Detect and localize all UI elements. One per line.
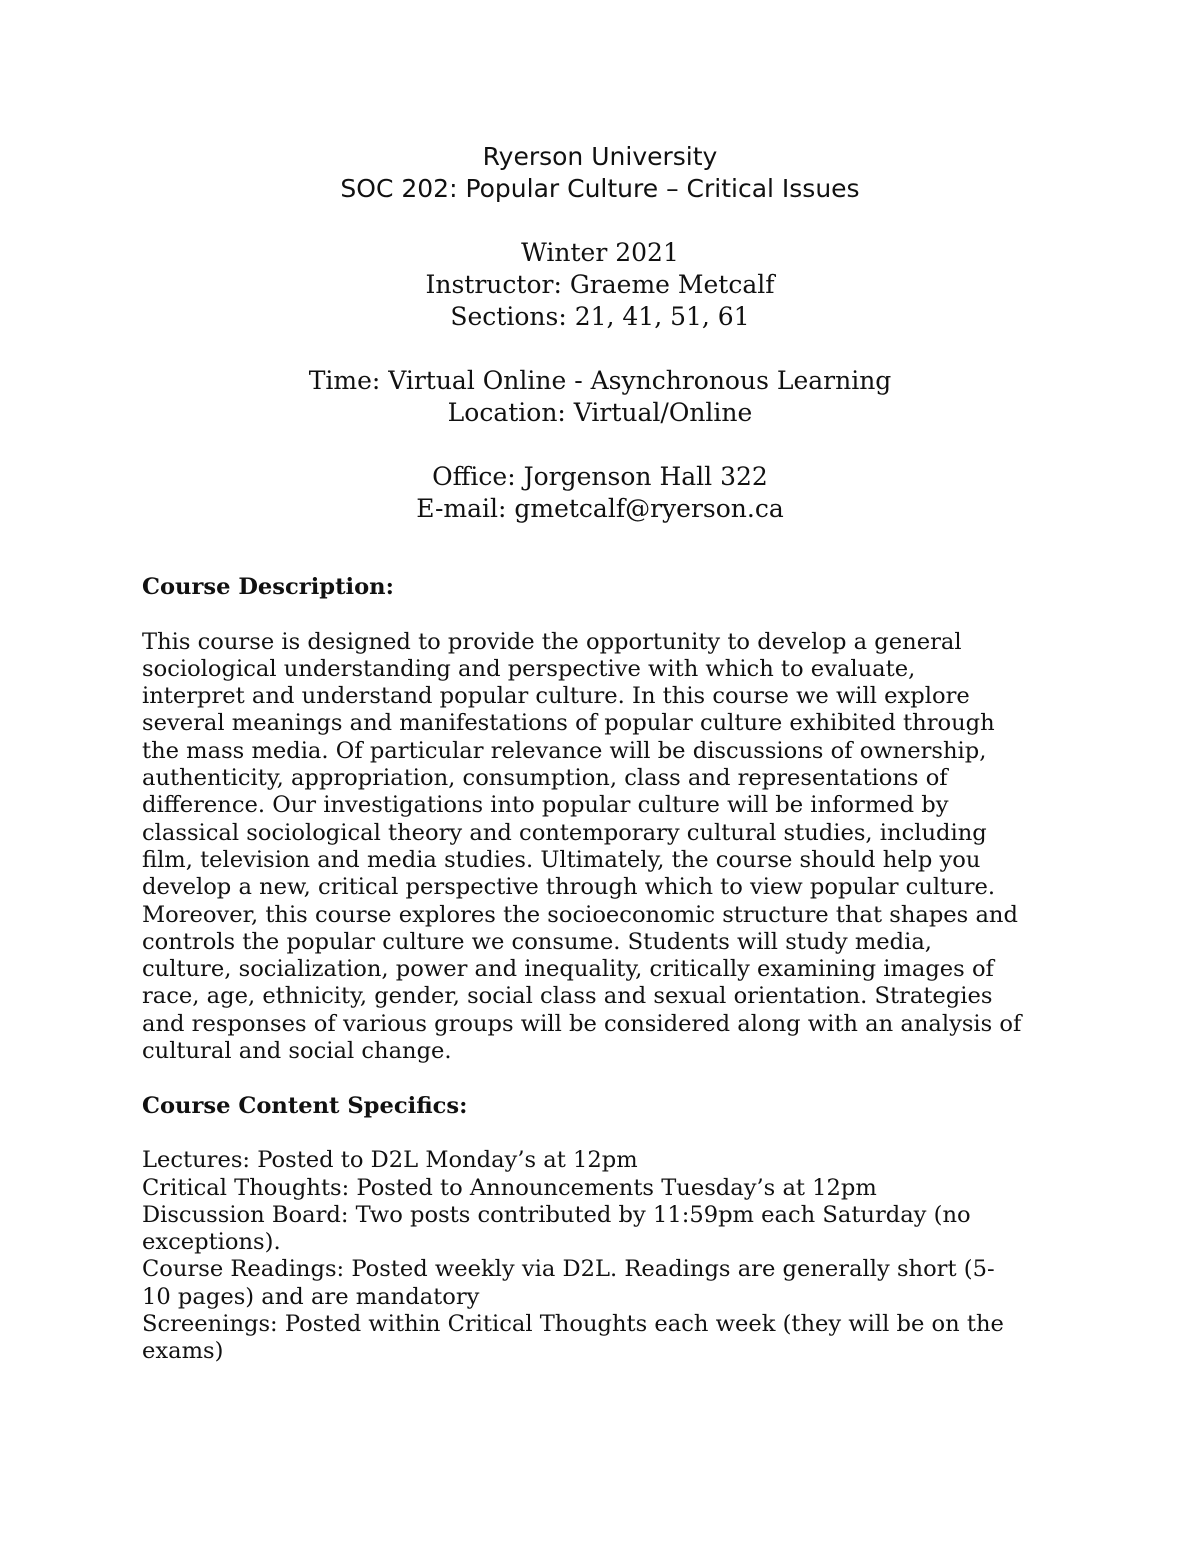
description-line: several meanings and manifestations of popular culture exhibited through [142, 710, 995, 737]
class-time: Time: Virtual Online - Asynchronous Learning [308, 366, 892, 395]
description-line: difference. Our investigations into popular culture will be informed by [142, 792, 949, 819]
description-line: controls the popular culture we consume. Students will study media, [142, 928, 932, 955]
email: E-mail: gmetcalf@ryerson.ca [416, 494, 784, 523]
description-line: the mass media. Of particular relevance will be discussions of ownership, [142, 737, 987, 764]
description-line: interpret and understand popular culture. In this course we will explore [142, 683, 970, 710]
description-line: This course is designed to provide the opportunity to develop a general [142, 628, 962, 655]
specifics-line: Discussion Board: Two posts contributed by 11:59pm each Saturday (no [142, 1201, 971, 1228]
course-description-text [142, 629, 1082, 1066]
course-content-specifics-list [142, 1147, 1082, 1365]
spacer [0, 333, 1200, 365]
university-name: Ryerson University [482, 142, 718, 171]
course-title: SOC 202: Popular Culture – Critical Issues [340, 174, 860, 203]
description-line: Moreover, this course explores the socioeconomic structure that shapes and [142, 901, 1018, 928]
specifics-line: Screenings: Posted within Critical Thoughts each week (they will be on the [142, 1311, 1004, 1338]
description-line: develop a new, critical perspective through which to view popular culture. [142, 874, 996, 901]
course-description-heading: Course Description: [142, 574, 394, 600]
description-line: film, television and media studies. Ultimately, the course should help you [142, 846, 981, 873]
description-line: sociological understanding and perspective with which to evaluate, [142, 655, 916, 682]
specifics-line: Critical Thoughts: Posted to Announcements Tuesday’s at 12pm [142, 1174, 877, 1201]
description-line: culture, socialization, power and inequality, critically examining images of [142, 956, 994, 983]
description-line: and responses of various groups will be considered along with an analysis of [142, 1010, 1022, 1037]
description-line: cultural and social change. [142, 1038, 452, 1065]
sections: Sections: 21, 41, 51, 61 [450, 302, 750, 331]
description-line: race, age, ethnicity, gender, social class and sexual orientation. Strategies [142, 983, 993, 1010]
course-content-specifics-heading: Course Content Specifics: [142, 1092, 468, 1119]
description-line: classical sociological theory and contemporary cultural studies, including [142, 819, 987, 846]
specifics-line: exams) [142, 1338, 224, 1365]
syllabus-header [0, 141, 1200, 525]
term: Winter 2021 [521, 238, 679, 267]
specifics-line: exceptions). [142, 1229, 281, 1256]
description-line: authenticity, appropriation, consumption, class and representations of [142, 765, 948, 792]
spacer [0, 205, 1200, 237]
specifics-line: Lectures: Posted to D2L Monday’s at 12pm [142, 1147, 638, 1174]
instructor: Instructor: Graeme Metcalf [425, 270, 775, 299]
class-location: Location: Virtual/Online [447, 398, 753, 427]
specifics-line: 10 pages) and are mandatory [142, 1283, 480, 1310]
syllabus-body [142, 574, 1082, 1366]
spacer [0, 429, 1200, 461]
office: Office: Jorgenson Hall 322 [432, 462, 768, 491]
specifics-line: Course Readings: Posted weekly via D2L. Readings are generally short (5- [142, 1256, 995, 1283]
